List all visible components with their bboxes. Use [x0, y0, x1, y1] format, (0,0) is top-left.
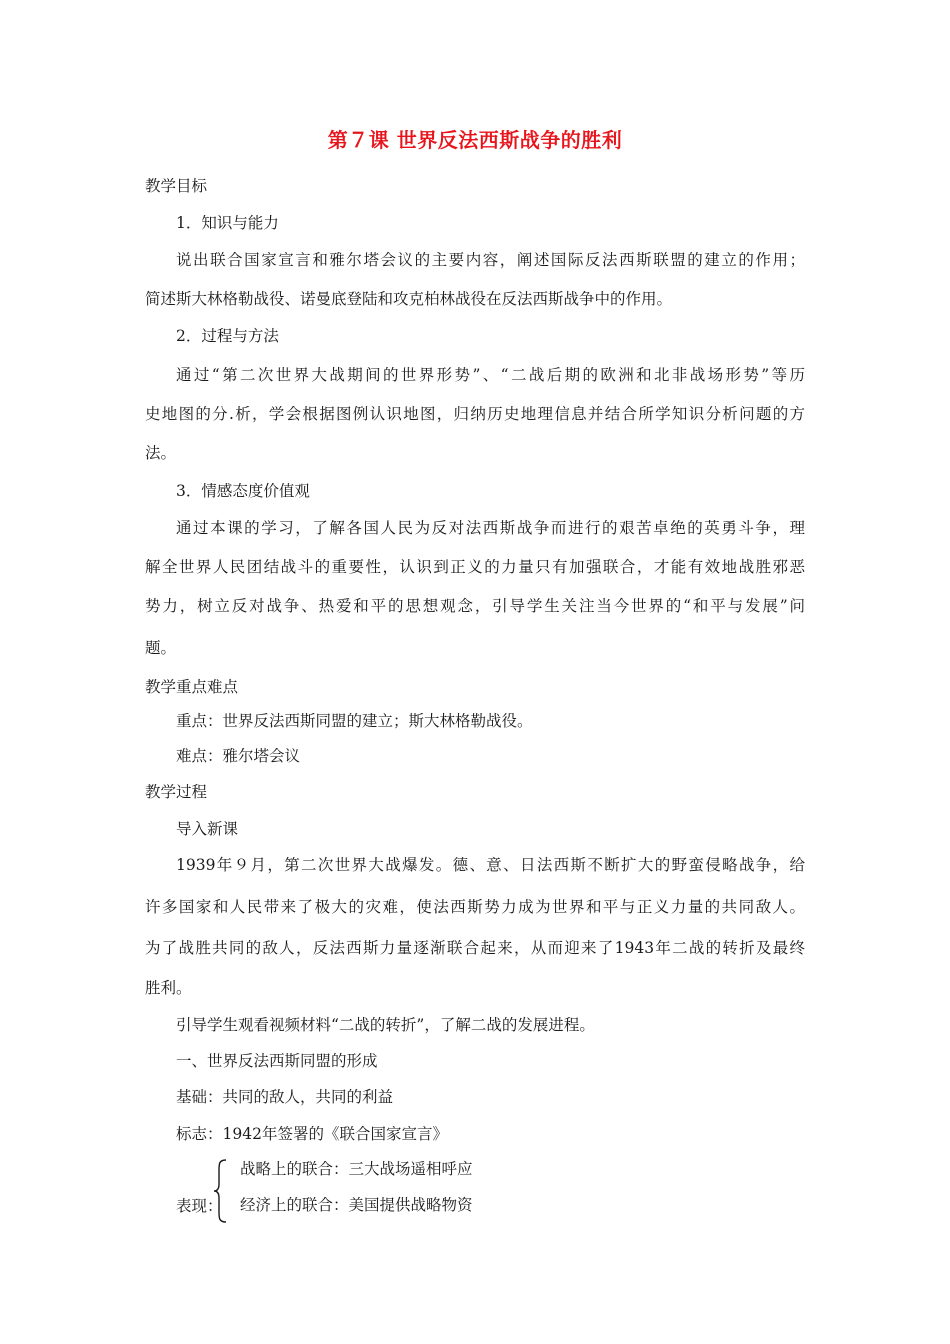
paragraph-line: 引导学生观看视频材料“二战的转折”，了解二战的发展进程。	[176, 1016, 595, 1034]
paragraph-line: 势力，树立反对战争、热爱和平的思想观念，引导学生关注当今世界的“和平与发展”问	[145, 597, 805, 615]
paragraph-line: 许多国家和人民带来了极大的灾难，使法西斯势力成为世界和平与正义力量的共同敌人。	[145, 898, 805, 916]
paragraph-line: 解全世界人民团结战斗的重要性，认识到正义的力量只有加强联合，才能有效地战胜邪恶	[145, 558, 805, 576]
biaoxian-item: 战略上的联合：三大战场遥相呼应	[240, 1160, 473, 1178]
section-heading: 教学重点难点	[145, 678, 239, 696]
biaoxian-item: 经济上的联合：美国提供战略物资	[240, 1196, 473, 1214]
paragraph-line: 1939年９月，第二次世界大战爆发。德、意、日法西斯不断扩大的野蛮侵略战争，给	[176, 856, 805, 874]
paragraph-line: 难点：雅尔塔会议	[176, 747, 301, 765]
page-title: 第７课 世界反法西斯战争的胜利	[327, 128, 623, 152]
subheading: 一、世界反法西斯同盟的形成	[176, 1052, 378, 1070]
paragraph-line: 说出联合国家宣言和雅尔塔会议的主要内容，阐述国际反法西斯联盟的建立的作用；	[176, 251, 805, 269]
subheading: 1．知识与能力	[176, 214, 279, 232]
paragraph-line: 基础：共同的敌人，共同的利益	[176, 1088, 394, 1106]
subheading: 3．情感态度价值观	[176, 482, 310, 500]
paragraph-line: 史地图的分.析，学会根据图例认识地图，归纳历史地理信息并结合所学知识分析问题的方	[145, 405, 805, 423]
paragraph-line: 通过“第二次世界大战期间的世界形势”、“二战后期的欧洲和北非战场形势”等历	[176, 366, 805, 384]
paragraph-line: 标志：1942年签署的《联合国家宣言》	[176, 1125, 448, 1143]
biaoxian-label: 表现：	[176, 1197, 223, 1215]
paragraph-line: 为了战胜共同的敌人，反法西斯力量逐渐联合起来，从而迎来了1943年二战的转折及最终	[145, 939, 805, 957]
subheading: 2．过程与方法	[176, 327, 279, 345]
curly-brace-icon	[212, 1158, 228, 1224]
paragraph-line: 重点：世界反法西斯同盟的建立；斯大林格勒战役。	[176, 712, 533, 730]
paragraph-line: 法。	[145, 444, 177, 462]
paragraph-line: 题。	[145, 639, 177, 657]
paragraph-line: 通过本课的学习，了解各国人民为反对法西斯战争而进行的艰苦卓绝的英勇斗争，理	[176, 519, 805, 537]
subheading: 导入新课	[176, 820, 239, 838]
paragraph-line: 简述斯大林格勒战役、诺曼底登陆和攻克柏林战役在反法西斯战争中的作用。	[145, 290, 673, 308]
paragraph-line: 胜利。	[145, 979, 192, 997]
section-heading: 教学过程	[145, 783, 208, 801]
section-heading: 教学目标	[145, 177, 208, 195]
